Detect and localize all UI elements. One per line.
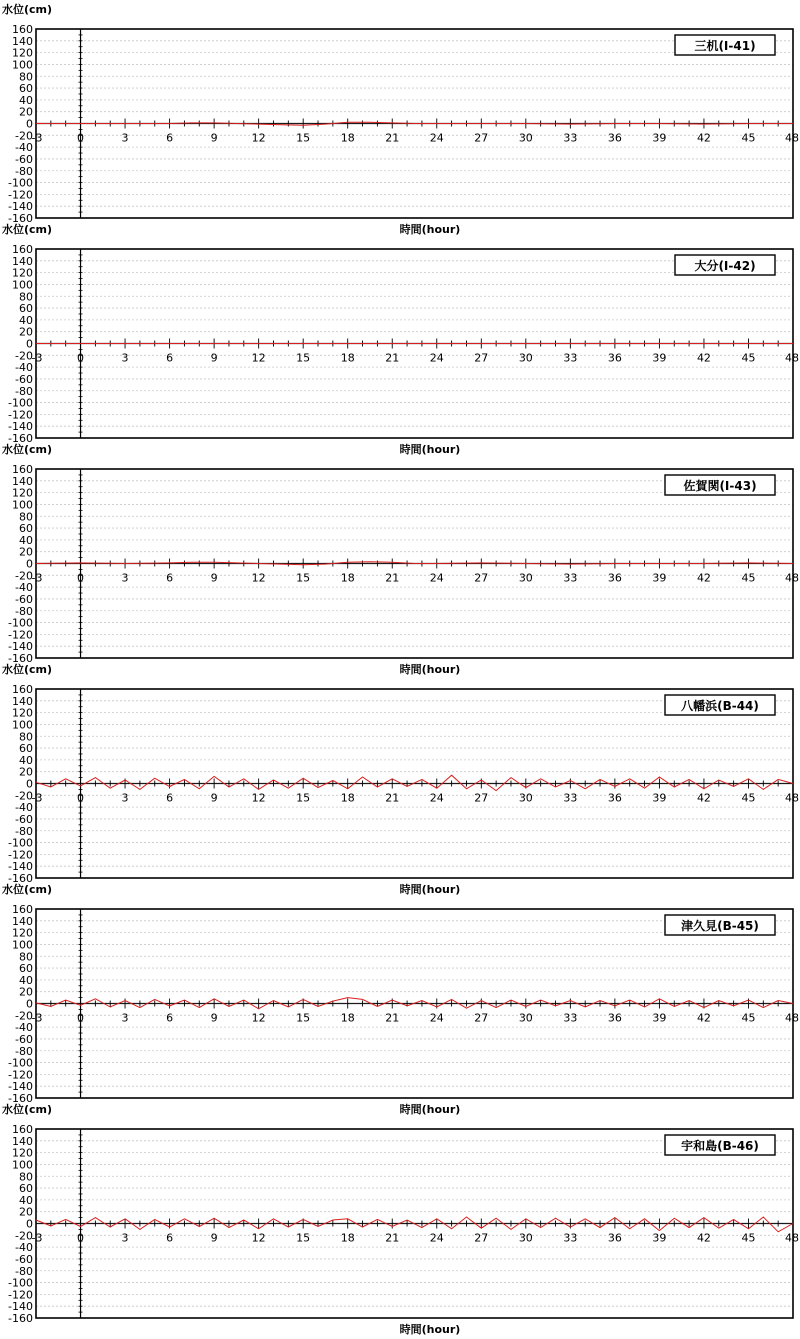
y-tick-label: 140 [12,694,33,708]
x-tick-label: 36 [607,571,622,585]
x-tick-label: 15 [296,1011,311,1025]
y-tick-label: -20 [15,1009,33,1023]
x-tick-label: 9 [210,131,218,145]
station-name: 宇和島(B-46) [681,1139,759,1153]
y-tick-label: 160 [12,683,33,696]
y-tick-label: 40 [19,973,33,987]
chart-panel [2,1102,799,1336]
x-tick-label: 33 [563,1231,578,1245]
y-tick-label: -80 [15,604,33,618]
x-tick-label: 27 [474,791,489,805]
chart-panel [2,442,799,676]
y-tick-label: -60 [15,812,33,826]
x-tick-label: 36 [607,791,622,805]
x-tick-label: 3 [121,1011,129,1025]
x-tick-label: 39 [652,351,667,365]
y-tick-label: -120 [8,1288,33,1302]
y-tick-label: 120 [12,46,33,60]
x-tick-label: -3 [31,131,43,145]
x-tick-label: 21 [385,791,400,805]
x-tick-label: 42 [696,1011,711,1025]
y-tick-label: 80 [19,510,33,524]
x-tick-label: 18 [340,571,355,585]
x-tick-label: 12 [251,131,266,145]
y-tick-label: -40 [15,801,33,815]
y-tick-label: 0 [26,557,33,571]
y-tick-label: -120 [8,628,33,642]
y-tick-label: -80 [15,384,33,398]
y-tick-label: -60 [15,152,33,166]
y-tick-label: 40 [19,533,33,547]
x-axis-label: 時間(hour) [399,663,461,676]
y-tick-label: -140 [8,1080,33,1094]
x-tick-label: 33 [563,571,578,585]
y-axis-label: 水位(cm) [2,443,53,456]
y-tick-label: -40 [15,1241,33,1255]
x-tick-label: -3 [31,1011,43,1025]
x-tick-label: -3 [31,571,43,585]
x-tick-label: 48 [785,791,799,805]
x-tick-label: 0 [77,791,85,805]
y-axis-label: 水位(cm) [2,1103,53,1116]
y-tick-label: 60 [19,302,33,316]
x-axis-label: 時間(hour) [399,1323,461,1336]
x-tick-label: 15 [296,131,311,145]
y-tick-label: 100 [12,938,33,952]
x-tick-label: 3 [121,131,129,145]
y-tick-label: 80 [19,1170,33,1184]
y-tick-label: -160 [8,432,33,445]
chart-panel [2,2,799,236]
y-tick-label: 0 [26,337,33,351]
y-tick-label: -60 [15,1032,33,1046]
x-tick-label: -3 [31,1231,43,1245]
y-tick-label: 40 [19,753,33,767]
x-tick-label: 0 [77,351,85,365]
x-tick-label: 36 [607,1011,622,1025]
station-name: 三机(I-41) [694,39,756,53]
y-tick-label: -100 [8,1056,33,1070]
x-tick-label: 21 [385,1011,400,1025]
y-tick-label: -100 [8,176,33,190]
y-axis-label: 水位(cm) [2,3,53,16]
x-tick-label: 3 [121,351,129,365]
y-tick-label: -140 [8,860,33,874]
y-tick-label: -140 [8,420,33,434]
x-tick-label: 9 [210,791,218,805]
y-tick-label: 160 [12,23,33,36]
x-tick-label: 0 [77,131,85,145]
x-tick-label: 0 [77,571,85,585]
x-tick-label: 48 [785,131,799,145]
x-tick-label: 18 [340,131,355,145]
y-tick-label: 80 [19,290,33,304]
x-tick-label: 45 [741,351,756,365]
y-tick-label: 20 [19,545,33,559]
x-tick-label: 0 [77,1231,85,1245]
y-tick-label: 100 [12,718,33,732]
x-tick-label: 21 [385,571,400,585]
y-tick-label: -80 [15,164,33,178]
y-tick-label: 100 [12,58,33,72]
y-tick-label: -20 [15,789,33,803]
x-tick-label: 18 [340,1011,355,1025]
x-tick-label: 6 [166,351,174,365]
y-tick-label: -160 [8,1312,33,1325]
y-tick-label: -20 [15,1229,33,1243]
x-axis-label: 時間(hour) [399,443,461,456]
x-tick-label: 33 [563,1011,578,1025]
x-tick-label: 3 [121,791,129,805]
y-tick-label: 60 [19,522,33,536]
x-tick-label: 3 [121,571,129,585]
x-tick-label: 9 [210,1231,218,1245]
x-tick-label: 48 [785,571,799,585]
x-tick-label: 9 [210,351,218,365]
y-tick-label: -20 [15,349,33,363]
x-tick-label: 39 [652,571,667,585]
x-tick-label: 24 [429,1231,444,1245]
x-tick-label: 6 [166,571,174,585]
y-tick-label: -120 [8,848,33,862]
y-tick-label: -60 [15,1252,33,1266]
x-axis-label: 時間(hour) [399,883,461,896]
y-tick-label: 120 [12,486,33,500]
x-tick-label: 30 [518,131,533,145]
y-tick-label: 60 [19,962,33,976]
y-tick-label: 160 [12,903,33,916]
x-tick-label: 12 [251,351,266,365]
y-tick-label: 140 [12,914,33,928]
x-tick-label: 24 [429,131,444,145]
y-tick-label: -20 [15,129,33,143]
water-level-series [36,562,793,565]
x-tick-label: 3 [121,1231,129,1245]
y-tick-label: -40 [15,141,33,155]
x-tick-label: 6 [166,791,174,805]
chart-panel [2,662,799,896]
x-tick-label: 18 [340,351,355,365]
y-tick-label: 20 [19,765,33,779]
x-tick-label: 42 [696,791,711,805]
x-tick-label: 6 [166,1231,174,1245]
y-tick-label: 20 [19,105,33,119]
x-tick-label: 24 [429,351,444,365]
y-tick-label: 120 [12,1146,33,1160]
y-axis-label: 水位(cm) [2,663,53,676]
y-tick-label: -160 [8,212,33,225]
y-tick-label: 40 [19,313,33,327]
y-tick-label: 40 [19,93,33,107]
y-tick-label: 140 [12,254,33,268]
y-tick-label: -140 [8,200,33,214]
y-tick-label: -80 [15,1044,33,1058]
x-tick-label: 39 [652,131,667,145]
y-tick-label: -100 [8,836,33,850]
y-tick-label: -160 [8,652,33,665]
y-tick-label: 140 [12,34,33,48]
x-tick-label: 45 [741,791,756,805]
station-name: 八幡浜(B-44) [681,699,759,713]
x-tick-label: 18 [340,791,355,805]
water-level-series [36,1217,793,1232]
x-tick-label: 9 [210,571,218,585]
x-tick-label: 21 [385,1231,400,1245]
x-tick-label: 6 [166,1011,174,1025]
x-tick-label: 45 [741,571,756,585]
station-name: 津久見(B-45) [681,919,759,933]
y-tick-label: -60 [15,592,33,606]
x-tick-label: -3 [31,791,43,805]
x-tick-label: 30 [518,1011,533,1025]
x-tick-label: 42 [696,131,711,145]
y-tick-label: -60 [15,372,33,386]
y-tick-label: 100 [12,1158,33,1172]
x-tick-label: 21 [385,131,400,145]
x-tick-label: 36 [607,1231,622,1245]
y-tick-label: 20 [19,1205,33,1219]
x-tick-label: 42 [696,351,711,365]
x-axis-label: 時間(hour) [399,223,461,236]
y-tick-label: -140 [8,640,33,654]
y-tick-label: 80 [19,730,33,744]
y-tick-label: -80 [15,824,33,838]
y-tick-label: 40 [19,1193,33,1207]
y-tick-label: 120 [12,926,33,940]
x-tick-label: 30 [518,351,533,365]
water-level-series [36,122,793,125]
y-tick-label: -100 [8,396,33,410]
y-tick-label: 80 [19,70,33,84]
y-tick-label: 0 [26,117,33,131]
x-tick-label: 12 [251,571,266,585]
x-tick-label: 12 [251,1011,266,1025]
y-tick-label: 60 [19,82,33,96]
x-tick-label: 33 [563,791,578,805]
x-tick-label: 15 [296,351,311,365]
y-tick-label: 20 [19,325,33,339]
y-tick-label: 160 [12,1123,33,1136]
y-axis-label: 水位(cm) [2,223,53,236]
x-tick-label: 0 [77,1011,85,1025]
x-tick-label: 48 [785,1231,799,1245]
x-tick-label: 27 [474,1231,489,1245]
y-axis-label: 水位(cm) [2,883,53,896]
y-tick-label: -100 [8,616,33,630]
x-tick-label: 45 [741,131,756,145]
x-tick-label: 33 [563,131,578,145]
chart-panel [2,882,799,1116]
x-tick-label: 27 [474,1011,489,1025]
y-tick-label: -120 [8,188,33,202]
x-tick-label: 6 [166,131,174,145]
y-tick-label: 80 [19,950,33,964]
y-tick-label: 100 [12,278,33,292]
y-tick-label: 140 [12,1134,33,1148]
y-tick-label: -160 [8,872,33,885]
x-tick-label: 24 [429,1011,444,1025]
x-tick-label: 30 [518,791,533,805]
station-name: 大分(I-42) [694,259,756,273]
x-tick-label: 42 [696,571,711,585]
y-tick-label: 60 [19,1182,33,1196]
y-tick-label: -160 [8,1092,33,1105]
x-tick-label: 39 [652,1231,667,1245]
x-tick-label: 27 [474,571,489,585]
x-tick-label: 24 [429,571,444,585]
x-tick-label: 39 [652,791,667,805]
x-tick-label: 24 [429,791,444,805]
x-tick-label: 15 [296,571,311,585]
y-tick-label: 20 [19,985,33,999]
x-tick-label: 45 [741,1011,756,1025]
x-tick-label: 30 [518,1231,533,1245]
y-tick-label: -20 [15,569,33,583]
station-name: 佐賀関(I-43) [683,479,757,493]
y-tick-label: -40 [15,361,33,375]
y-tick-label: -140 [8,1300,33,1314]
y-tick-label: 0 [26,1217,33,1231]
y-tick-label: 140 [12,474,33,488]
x-tick-label: 9 [210,1011,218,1025]
x-tick-label: 12 [251,791,266,805]
y-tick-label: -40 [15,1021,33,1035]
y-tick-label: 120 [12,266,33,280]
y-tick-label: -100 [8,1276,33,1290]
x-tick-label: 18 [340,1231,355,1245]
x-tick-label: 36 [607,131,622,145]
x-axis-label: 時間(hour) [399,1103,461,1116]
x-tick-label: 48 [785,351,799,365]
y-tick-label: -40 [15,581,33,595]
x-tick-label: 42 [696,1231,711,1245]
x-tick-label: 36 [607,351,622,365]
y-tick-label: 120 [12,706,33,720]
x-tick-label: 15 [296,1231,311,1245]
x-tick-label: 39 [652,1011,667,1025]
x-tick-label: 33 [563,351,578,365]
x-tick-label: 48 [785,1011,799,1025]
x-tick-label: 27 [474,351,489,365]
chart-panel [2,222,799,456]
y-tick-label: 0 [26,777,33,791]
y-tick-label: 60 [19,742,33,756]
x-tick-label: 45 [741,1231,756,1245]
y-tick-label: -120 [8,408,33,422]
x-tick-label: 21 [385,351,400,365]
x-tick-label: 27 [474,131,489,145]
y-tick-label: -80 [15,1264,33,1278]
x-tick-label: 12 [251,1231,266,1245]
y-tick-label: 160 [12,463,33,476]
x-tick-label: 15 [296,791,311,805]
y-tick-label: 0 [26,997,33,1011]
y-tick-label: 100 [12,498,33,512]
y-tick-label: 160 [12,243,33,256]
x-tick-label: -3 [31,351,43,365]
y-tick-label: -120 [8,1068,33,1082]
x-tick-label: 30 [518,571,533,585]
